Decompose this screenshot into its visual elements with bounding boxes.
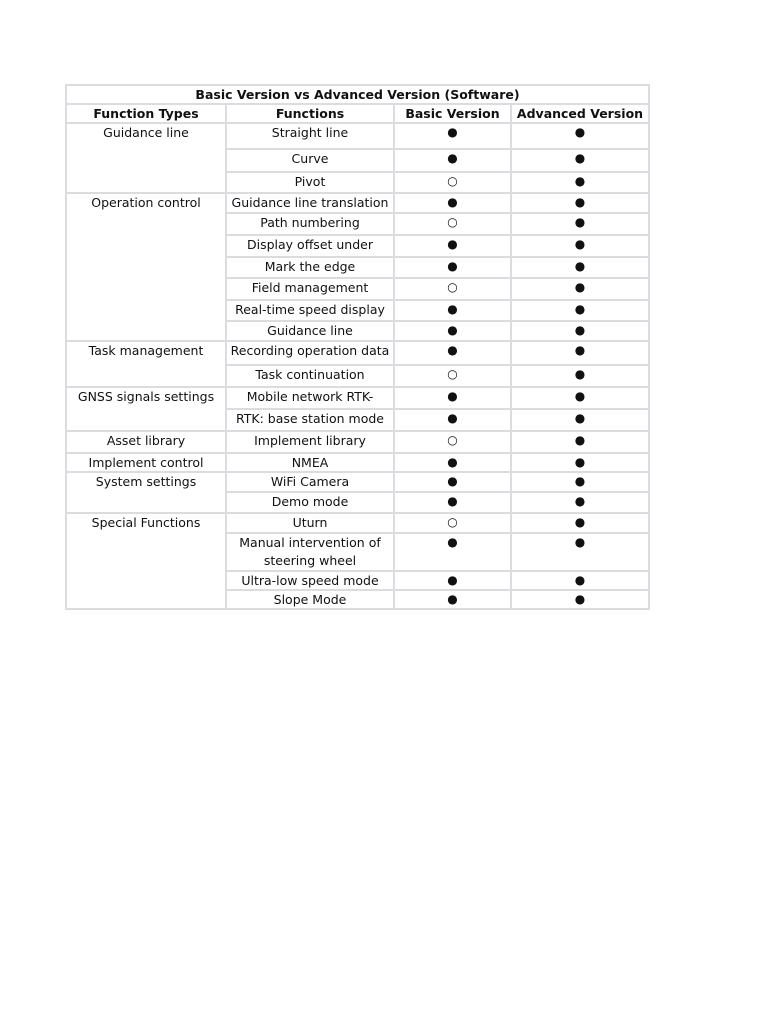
function-name: Task continuation [226, 365, 394, 387]
advanced-version-filled-circle-icon: ● [511, 453, 649, 472]
table-row [66, 123, 649, 149]
function-name: Slope Mode [226, 590, 394, 609]
header-functions: Functions [226, 104, 394, 123]
function-name: Guidance line translation [226, 193, 394, 213]
advanced-version-filled-circle-icon: ● [511, 213, 649, 235]
title-row [66, 85, 649, 104]
function-type-operation-control: Operation control [66, 193, 226, 341]
function-name: Path numbering [226, 213, 394, 235]
basic-version-filled-circle-icon: ● [394, 492, 511, 513]
advanced-version-filled-circle-icon: ● [511, 590, 649, 609]
basic-version-hollow-circle-icon: ○ [394, 513, 511, 533]
function-name: Guidance line [226, 321, 394, 341]
basic-version-filled-circle-icon: ● [394, 235, 511, 257]
function-name: Curve [226, 149, 394, 172]
table-row [66, 341, 649, 365]
basic-version-filled-circle-icon: ● [394, 409, 511, 431]
advanced-version-filled-circle-icon: ● [511, 172, 649, 193]
advanced-version-filled-circle-icon: ● [511, 300, 649, 321]
table-row [66, 453, 649, 472]
table-title: Basic Version vs Advanced Version (Software) [66, 85, 649, 104]
header-function-types: Function Types [66, 104, 226, 123]
advanced-version-filled-circle-icon: ● [511, 193, 649, 213]
advanced-version-filled-circle-icon: ● [511, 472, 649, 492]
function-name: Implement library [226, 431, 394, 453]
advanced-version-filled-circle-icon: ● [511, 387, 649, 409]
basic-version-hollow-circle-icon: ○ [394, 278, 511, 300]
function-name: Manual intervention of steering wheel [226, 533, 394, 571]
basic-version-filled-circle-icon: ● [394, 341, 511, 365]
advanced-version-filled-circle-icon: ● [511, 571, 649, 590]
function-name: RTK: base station mode [226, 409, 394, 431]
basic-version-filled-circle-icon: ● [394, 472, 511, 492]
advanced-version-filled-circle-icon: ● [511, 533, 649, 571]
function-type-asset-library: Asset library [66, 431, 226, 453]
function-name: Straight line [226, 123, 394, 149]
function-name: Display offset under [226, 235, 394, 257]
function-type-system-settings: System settings [66, 472, 226, 513]
table-row [66, 387, 649, 409]
comparison-table [65, 84, 650, 610]
header-advanced-version: Advanced Version [511, 104, 649, 123]
table-body [66, 123, 649, 609]
function-name: Field management [226, 278, 394, 300]
header-basic-version: Basic Version [394, 104, 511, 123]
basic-version-hollow-circle-icon: ○ [394, 213, 511, 235]
function-name: NMEA [226, 453, 394, 472]
function-type-special-functions: Special Functions [66, 513, 226, 609]
table-row [66, 431, 649, 453]
advanced-version-filled-circle-icon: ● [511, 431, 649, 453]
advanced-version-filled-circle-icon: ● [511, 235, 649, 257]
function-name: Mobile network RTK- [226, 387, 394, 409]
advanced-version-filled-circle-icon: ● [511, 409, 649, 431]
advanced-version-filled-circle-icon: ● [511, 149, 649, 172]
basic-version-filled-circle-icon: ● [394, 149, 511, 172]
function-name: WiFi Camera [226, 472, 394, 492]
function-name: Recording operation data [226, 341, 394, 365]
advanced-version-filled-circle-icon: ● [511, 513, 649, 533]
function-type-gnss-signals-settings: GNSS signals settings [66, 387, 226, 431]
advanced-version-filled-circle-icon: ● [511, 321, 649, 341]
basic-version-hollow-circle-icon: ○ [394, 365, 511, 387]
basic-version-filled-circle-icon: ● [394, 387, 511, 409]
advanced-version-filled-circle-icon: ● [511, 492, 649, 513]
basic-version-filled-circle-icon: ● [394, 533, 511, 571]
basic-version-filled-circle-icon: ● [394, 193, 511, 213]
function-type-implement-control: Implement control [66, 453, 226, 472]
function-type-guidance-line: Guidance line [66, 123, 226, 193]
advanced-version-filled-circle-icon: ● [511, 257, 649, 278]
table-row [66, 193, 649, 213]
function-name: Mark the edge [226, 257, 394, 278]
basic-version-filled-circle-icon: ● [394, 257, 511, 278]
basic-version-hollow-circle-icon: ○ [394, 172, 511, 193]
basic-version-filled-circle-icon: ● [394, 123, 511, 149]
function-name: Uturn [226, 513, 394, 533]
function-name: Demo mode [226, 492, 394, 513]
function-name: Ultra-low speed mode [226, 571, 394, 590]
header-row [66, 104, 649, 123]
advanced-version-filled-circle-icon: ● [511, 278, 649, 300]
table-row [66, 513, 649, 533]
function-name: Real-time speed display [226, 300, 394, 321]
advanced-version-filled-circle-icon: ● [511, 341, 649, 365]
basic-version-filled-circle-icon: ● [394, 571, 511, 590]
advanced-version-filled-circle-icon: ● [511, 123, 649, 149]
table-row [66, 472, 649, 492]
function-name: Pivot [226, 172, 394, 193]
function-type-task-management: Task management [66, 341, 226, 387]
basic-version-filled-circle-icon: ● [394, 321, 511, 341]
advanced-version-filled-circle-icon: ● [511, 365, 649, 387]
basic-version-filled-circle-icon: ● [394, 453, 511, 472]
basic-version-hollow-circle-icon: ○ [394, 431, 511, 453]
basic-version-filled-circle-icon: ● [394, 300, 511, 321]
basic-version-filled-circle-icon: ● [394, 590, 511, 609]
